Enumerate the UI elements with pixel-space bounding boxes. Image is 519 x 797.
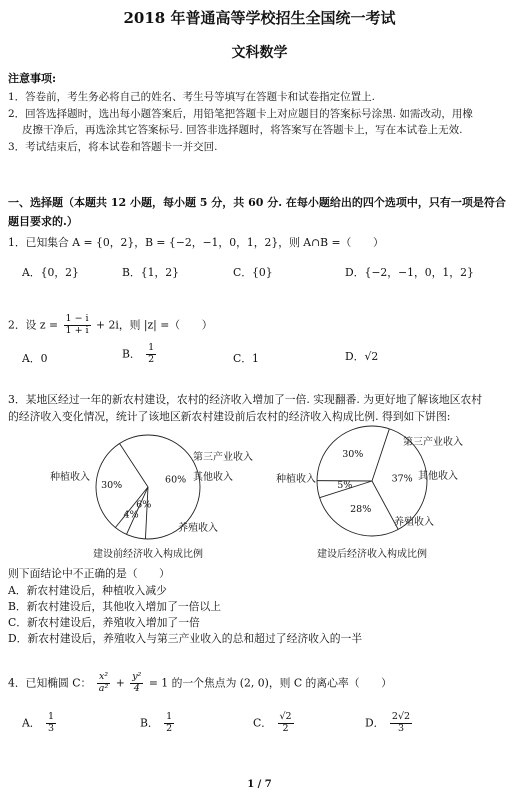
q2-option-b-num: 1 bbox=[148, 342, 155, 353]
note-item-2-cont: 皮擦干净后，再选涂其它答案标号. 回答非选择题时，将答案写在答题卡上，写在本试卷上无效. bbox=[22, 124, 463, 136]
pie-1-value-label-4: 30% bbox=[101, 480, 123, 492]
page-number: 1 / 7 bbox=[247, 779, 272, 790]
pie-2-value-label-2: 28% bbox=[350, 504, 372, 516]
pie-2-category-label-1: 种植收入 bbox=[276, 474, 316, 485]
pie-1-category-label-4: 养殖收入 bbox=[178, 523, 218, 534]
q2-option-b-prefix: B． bbox=[122, 347, 141, 361]
q4-plus: + bbox=[115, 676, 125, 690]
q4-option-d-prefix: D． bbox=[365, 716, 385, 730]
q4-option-b-prefix: B． bbox=[140, 716, 159, 730]
q4-option-c-num: √2 bbox=[279, 711, 292, 722]
q2-fraction bbox=[64, 314, 91, 337]
pie-2-value-label-3: 5% bbox=[337, 480, 353, 492]
q3-option-a: A．新农村建设后，种植收入减少 bbox=[8, 584, 167, 597]
q4-option-c bbox=[253, 712, 296, 735]
q2-frac-num: 1 − i bbox=[65, 313, 89, 324]
pie-2-caption: 建设后经济收入构成比例 bbox=[317, 549, 427, 560]
q4-option-c-den: 2 bbox=[282, 722, 289, 734]
q2-option-b-fraction bbox=[146, 343, 156, 366]
pie-1-value-label-3: 4% bbox=[123, 509, 139, 521]
pie-2-value-label-1: 37% bbox=[391, 473, 413, 485]
q4-frac-2-den: 4 bbox=[133, 682, 140, 694]
pie-1-category-label-3: 其他收入 bbox=[193, 472, 233, 483]
q3-option-b: B．新农村建设后，其他收入增加了一倍以上 bbox=[8, 600, 222, 613]
q3-option-c: C．新农村建设后，养殖收入增加了一倍 bbox=[8, 616, 200, 629]
q4-option-d-fraction bbox=[390, 712, 412, 735]
q4-option-b-fraction bbox=[164, 712, 174, 735]
q2-frac-den: 1 + i bbox=[65, 324, 89, 336]
q1-option-a: A．{0，2} bbox=[22, 266, 79, 279]
q2-option-b bbox=[122, 343, 158, 366]
q4-stem bbox=[8, 672, 513, 695]
pie-2-category-label-3: 其他收入 bbox=[418, 471, 458, 482]
q4-frac-1-den: a² bbox=[98, 682, 109, 694]
exam-subtitle: 文科数学 bbox=[231, 45, 288, 61]
q1-option-b: B．{1，2} bbox=[122, 266, 180, 279]
q4-option-d-num: 2√2 bbox=[391, 711, 411, 722]
q4-frac-1-num: x² bbox=[98, 671, 109, 682]
q2-option-d: D．√2 bbox=[345, 350, 379, 363]
q2-option-a: A．0 bbox=[22, 352, 48, 365]
q2-stem bbox=[8, 314, 513, 337]
q4-option-a-prefix: A． bbox=[22, 716, 41, 730]
q1-stem: 1．已知集合 A = {0，2}，B = {−2，−1，0，1，2}，则 A∩B =（ ） bbox=[8, 236, 384, 249]
q2-stem-post: + 2i，则 |z| =（ ） bbox=[96, 318, 213, 332]
q4-option-d bbox=[365, 712, 414, 735]
pie-charts bbox=[0, 425, 519, 565]
q4-option-a-num: 1 bbox=[48, 711, 55, 722]
pie-1-caption: 建设前经济收入构成比例 bbox=[93, 549, 203, 560]
note-item-2: 2．回答选择题时，选出每小题答案后，用铅笔把答题卡上对应题目的答案标号涂黑. 如需改动，用橡 bbox=[8, 108, 473, 120]
q4-option-c-fraction bbox=[278, 712, 294, 735]
section-heading-line2: 题目要求的.） bbox=[8, 214, 78, 228]
q4-option-a-den: 3 bbox=[48, 722, 55, 734]
q2-option-b-den: 2 bbox=[148, 353, 155, 365]
q1-option-d: D．{−2，−1，0，1，2} bbox=[345, 266, 474, 279]
q4-option-b bbox=[140, 712, 176, 735]
q2-option-c: C．1 bbox=[233, 352, 259, 365]
q4-stem-post: = 1 的一个焦点为 (2, 0)，则 C 的离心率（ ） bbox=[148, 676, 392, 690]
pie-1-value-label-1: 60% bbox=[165, 474, 187, 486]
q4-option-c-prefix: C． bbox=[253, 716, 273, 730]
pie-2-value-label-4: 30% bbox=[342, 449, 364, 461]
q3-ask: 则下面结论中不正确的是（ ） bbox=[8, 567, 170, 580]
q4-option-d-den: 3 bbox=[397, 722, 404, 734]
exam-title: 2018 年普通高等学校招生全国统一考试 bbox=[123, 9, 396, 27]
q4-stem-pre: 4．已知椭圆 C： bbox=[8, 676, 92, 690]
q4-option-a-fraction bbox=[46, 712, 56, 735]
q3-stem-line1: 3．某地区经过一年的新农村建设，农村的经济收入增加了一倍. 实现翻番. 为更好地了解该地区农村 bbox=[8, 393, 483, 406]
q4-option-a bbox=[22, 712, 58, 735]
q4-option-b-den: 2 bbox=[166, 722, 173, 734]
q1-option-c: C．{0} bbox=[233, 266, 273, 279]
q4-frac-2 bbox=[130, 672, 143, 695]
pie-1-value-label-2: 6% bbox=[136, 499, 152, 511]
pie-2-category-label-4: 养殖收入 bbox=[394, 517, 434, 528]
section-heading bbox=[8, 194, 513, 231]
q4-frac-1 bbox=[97, 672, 110, 695]
note-item-1: 1．答卷前，考生务必将自己的姓名、考生号等填写在答题卡和试卷指定位置上. bbox=[8, 91, 376, 103]
notes-heading: 注意事项: bbox=[8, 72, 57, 85]
q2-stem-pre: 2．设 z = bbox=[8, 318, 59, 332]
q3-stem-line2: 的经济收入变化情况，统计了该地区新农村建设前后农村的经济收入构成比例. 得到如下饼图: bbox=[8, 410, 451, 423]
q4-option-b-num: 1 bbox=[166, 711, 173, 722]
q4-frac-2-num: y² bbox=[132, 671, 142, 682]
pie-1-category-label-1: 种植收入 bbox=[50, 472, 90, 483]
q3-option-d: D．新农村建设后，养殖收入与第三产业收入的总和超过了经济收入的一半 bbox=[8, 632, 363, 645]
section-heading-line1: 一、选择题（本题共 12 小题，每小题 5 分，共 60 分. 在每小题给出的四个选项中，只有一项是符合 bbox=[8, 196, 506, 209]
pie-1-category-label-2: 第三产业收入 bbox=[193, 452, 253, 463]
pie-2-category-label-2: 第三产业收入 bbox=[403, 437, 463, 448]
note-item-3: 3．考试结束后，将本试卷和答题卡一并交回. bbox=[8, 141, 218, 153]
